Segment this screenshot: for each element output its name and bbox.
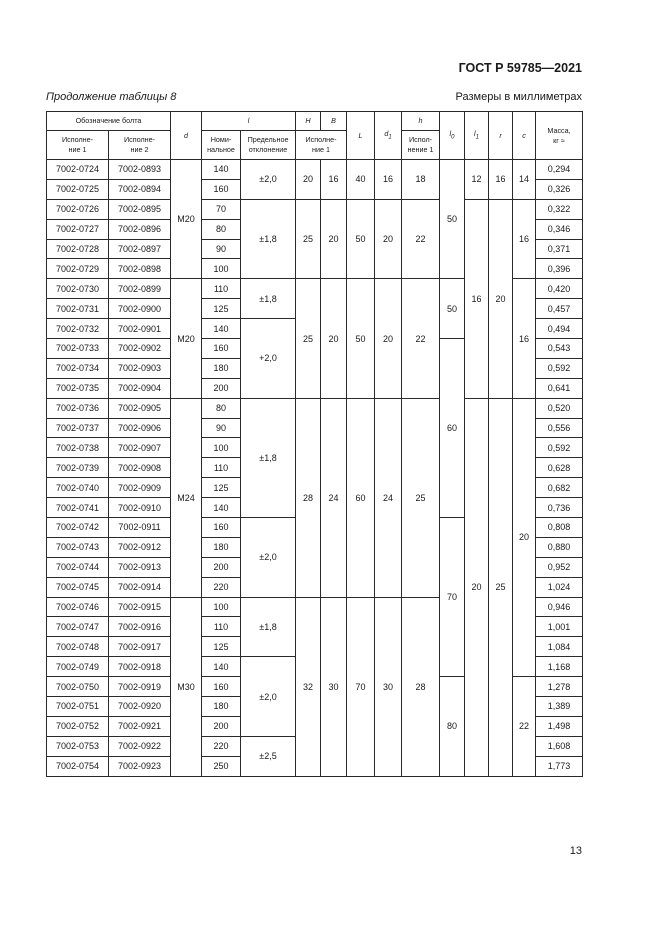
cell-l-deviation: ±1,8 xyxy=(241,199,296,279)
header-l1: $l_1$ xyxy=(465,112,489,160)
cell-d: M20 xyxy=(171,160,202,279)
cell-l-nominal: 110 xyxy=(202,458,241,478)
cell-variant-1: 7002-0727 xyxy=(47,219,109,239)
cell-variant-2: 7002-0914 xyxy=(109,577,171,597)
cell-mass: 0,520 xyxy=(536,398,583,418)
page-number: 13 xyxy=(569,845,582,857)
cell-mass: 1,001 xyxy=(536,617,583,637)
cell-variant-1: 7002-0735 xyxy=(47,378,109,398)
cell-mass: 0,880 xyxy=(536,537,583,557)
cell-l-nominal: 70 xyxy=(202,199,241,219)
cell-variant-2: 7002-0921 xyxy=(109,716,171,736)
cell-H: 32 xyxy=(296,597,321,776)
cell-mass: 1,084 xyxy=(536,637,583,657)
header-l-limit-deviation: Предельное отклонение xyxy=(241,131,296,160)
cell-variant-1: 7002-0729 xyxy=(47,259,109,279)
cell-variant-2: 7002-0912 xyxy=(109,537,171,557)
cell-variant-2: 7002-0909 xyxy=(109,478,171,498)
cell-variant-1: 7002-0730 xyxy=(47,279,109,299)
cell-d1: 30 xyxy=(375,597,402,776)
cell-mass: 0,946 xyxy=(536,597,583,617)
cell-l-nominal: 160 xyxy=(202,518,241,538)
cell-mass: 0,294 xyxy=(536,160,583,180)
cell-L: 50 xyxy=(347,279,375,398)
cell-h: 22 xyxy=(402,199,440,279)
cell-mass: 1,168 xyxy=(536,657,583,677)
cell-variant-2: 7002-0911 xyxy=(109,518,171,538)
cell-variant-2: 7002-0916 xyxy=(109,617,171,637)
cell-mass: 1,498 xyxy=(536,716,583,736)
cell-mass: 0,682 xyxy=(536,478,583,498)
cell-mass: 0,628 xyxy=(536,458,583,478)
cell-h: 22 xyxy=(402,279,440,398)
header-r: r xyxy=(489,112,513,160)
cell-variant-1: 7002-0724 xyxy=(47,160,109,180)
cell-variant-2: 7002-0923 xyxy=(109,756,171,776)
cell-B: 16 xyxy=(321,160,347,200)
cell-d: M24 xyxy=(171,398,202,597)
cell-l-nominal: 180 xyxy=(202,358,241,378)
cell-mass: 1,389 xyxy=(536,697,583,717)
cell-mass: 0,556 xyxy=(536,418,583,438)
cell-mass: 0,326 xyxy=(536,179,583,199)
cell-variant-1: 7002-0753 xyxy=(47,736,109,756)
cell-l0: 50 xyxy=(440,279,465,339)
cell-variant-1: 7002-0752 xyxy=(47,716,109,736)
cell-variant-1: 7002-0733 xyxy=(47,339,109,359)
cell-l-nominal: 125 xyxy=(202,637,241,657)
cell-l-nominal: 180 xyxy=(202,697,241,717)
cell-l-nominal: 125 xyxy=(202,299,241,319)
cell-l-deviation: ±2,0 xyxy=(241,160,296,200)
cell-variant-1: 7002-0741 xyxy=(47,498,109,518)
cell-l-nominal: 160 xyxy=(202,179,241,199)
cell-mass: 0,396 xyxy=(536,259,583,279)
cell-variant-2: 7002-0910 xyxy=(109,498,171,518)
cell-l-nominal: 140 xyxy=(202,657,241,677)
cell-H: 28 xyxy=(296,398,321,597)
cell-d: M30 xyxy=(171,597,202,776)
cell-r: 20 xyxy=(489,199,513,398)
table-body xyxy=(47,160,583,777)
cell-l0: 80 xyxy=(440,677,465,776)
table-row xyxy=(47,398,583,418)
cell-c: 16 xyxy=(513,279,536,398)
cell-l-nominal: 200 xyxy=(202,378,241,398)
cell-l-deviation: +2,0 xyxy=(241,319,296,399)
header-c: c xyxy=(513,112,536,160)
cell-B: 20 xyxy=(321,279,347,398)
cell-variant-1: 7002-0749 xyxy=(47,657,109,677)
cell-mass: 0,808 xyxy=(536,518,583,538)
cell-mass: 0,494 xyxy=(536,319,583,339)
cell-l1: 20 xyxy=(465,398,489,776)
cell-l0: 50 xyxy=(440,160,465,279)
header-L: L xyxy=(347,112,375,160)
cell-variant-1: 7002-0747 xyxy=(47,617,109,637)
cell-variant-2: 7002-0906 xyxy=(109,418,171,438)
cell-variant-2: 7002-0897 xyxy=(109,239,171,259)
header-d1: $d_1$ xyxy=(375,112,402,160)
cell-mass: 0,641 xyxy=(536,378,583,398)
cell-variant-2: 7002-0896 xyxy=(109,219,171,239)
header-l0: $l_0$ xyxy=(440,112,465,160)
cell-l1: 16 xyxy=(465,199,489,398)
cell-variant-2: 7002-0919 xyxy=(109,677,171,697)
cell-mass: 0,457 xyxy=(536,299,583,319)
cell-variant-1: 7002-0737 xyxy=(47,418,109,438)
cell-h: 28 xyxy=(402,597,440,776)
cell-h: 18 xyxy=(402,160,440,200)
cell-variant-1: 7002-0739 xyxy=(47,458,109,478)
cell-l-deviation: ±1,8 xyxy=(241,398,296,517)
cell-variant-2: 7002-0918 xyxy=(109,657,171,677)
cell-variant-2: 7002-0895 xyxy=(109,199,171,219)
header-B: B xyxy=(321,112,347,131)
bolt-dimensions-table xyxy=(46,111,583,777)
cell-l-nominal: 140 xyxy=(202,498,241,518)
cell-H: 25 xyxy=(296,279,321,398)
cell-d1: 16 xyxy=(375,160,402,200)
cell-B: 30 xyxy=(321,597,347,776)
cell-d: M20 xyxy=(171,279,202,398)
cell-variant-1: 7002-0743 xyxy=(47,537,109,557)
cell-l-nominal: 80 xyxy=(202,219,241,239)
cell-H: 20 xyxy=(296,160,321,200)
cell-variant-1: 7002-0725 xyxy=(47,179,109,199)
table-row xyxy=(47,199,583,219)
cell-variant-2: 7002-0917 xyxy=(109,637,171,657)
cell-variant-2: 7002-0915 xyxy=(109,597,171,617)
cell-l-nominal: 140 xyxy=(202,319,241,339)
cell-L: 40 xyxy=(347,160,375,200)
cell-variant-1: 7002-0745 xyxy=(47,577,109,597)
cell-l-nominal: 125 xyxy=(202,478,241,498)
cell-d1: 20 xyxy=(375,199,402,279)
cell-c: 16 xyxy=(513,199,536,279)
cell-l-nominal: 100 xyxy=(202,259,241,279)
cell-l-nominal: 220 xyxy=(202,577,241,597)
cell-mass: 0,346 xyxy=(536,219,583,239)
cell-l-nominal: 100 xyxy=(202,438,241,458)
cell-variant-1: 7002-0734 xyxy=(47,358,109,378)
header-bolt-designation: Обозначение болта xyxy=(47,112,171,131)
cell-l-nominal: 90 xyxy=(202,239,241,259)
cell-mass: 1,608 xyxy=(536,736,583,756)
cell-variant-2: 7002-0900 xyxy=(109,299,171,319)
cell-l-nominal: 160 xyxy=(202,677,241,697)
cell-l-nominal: 220 xyxy=(202,736,241,756)
cell-l-nominal: 90 xyxy=(202,418,241,438)
cell-variant-2: 7002-0902 xyxy=(109,339,171,359)
cell-l-deviation: ±2,0 xyxy=(241,657,296,737)
cell-l-nominal: 200 xyxy=(202,557,241,577)
cell-l1: 12 xyxy=(465,160,489,200)
cell-l-nominal: 110 xyxy=(202,617,241,637)
cell-d1: 24 xyxy=(375,398,402,597)
cell-variant-1: 7002-0754 xyxy=(47,756,109,776)
cell-d1: 20 xyxy=(375,279,402,398)
cell-mass: 0,420 xyxy=(536,279,583,299)
cell-variant-1: 7002-0726 xyxy=(47,199,109,219)
header-h-variant: Испол- нение 1 xyxy=(402,131,440,160)
cell-variant-2: 7002-0903 xyxy=(109,358,171,378)
cell-l-deviation: ±2,5 xyxy=(241,736,296,776)
units-note: Размеры в миллиметрах xyxy=(455,91,582,103)
cell-l-nominal: 180 xyxy=(202,537,241,557)
cell-mass: 0,592 xyxy=(536,358,583,378)
cell-c: 14 xyxy=(513,160,536,200)
cell-L: 70 xyxy=(347,597,375,776)
cell-variant-2: 7002-0920 xyxy=(109,697,171,717)
cell-l0: 70 xyxy=(440,518,465,677)
cell-r: 16 xyxy=(489,160,513,200)
cell-H: 25 xyxy=(296,199,321,279)
cell-variant-1: 7002-0728 xyxy=(47,239,109,259)
cell-variant-1: 7002-0744 xyxy=(47,557,109,577)
cell-variant-1: 7002-0732 xyxy=(47,319,109,339)
cell-variant-1: 7002-0736 xyxy=(47,398,109,418)
cell-mass: 0,322 xyxy=(536,199,583,219)
cell-c: 20 xyxy=(513,398,536,676)
cell-L: 50 xyxy=(347,199,375,279)
cell-mass: 0,952 xyxy=(536,557,583,577)
cell-variant-2: 7002-0908 xyxy=(109,458,171,478)
header-H: H xyxy=(296,112,321,131)
header-d: d xyxy=(171,112,202,160)
cell-variant-2: 7002-0904 xyxy=(109,378,171,398)
cell-variant-1: 7002-0731 xyxy=(47,299,109,319)
cell-L: 60 xyxy=(347,398,375,597)
header-h: h xyxy=(402,112,440,131)
cell-mass: 0,736 xyxy=(536,498,583,518)
cell-variant-1: 7002-0742 xyxy=(47,518,109,538)
cell-variant-2: 7002-0913 xyxy=(109,557,171,577)
cell-B: 20 xyxy=(321,199,347,279)
cell-variant-2: 7002-0898 xyxy=(109,259,171,279)
cell-variant-1: 7002-0750 xyxy=(47,677,109,697)
cell-variant-2: 7002-0907 xyxy=(109,438,171,458)
cell-mass: 1,278 xyxy=(536,677,583,697)
cell-variant-2: 7002-0905 xyxy=(109,398,171,418)
cell-variant-2: 7002-0922 xyxy=(109,736,171,756)
cell-l-deviation: ±2,0 xyxy=(241,518,296,598)
cell-c: 22 xyxy=(513,677,536,776)
standard-number: ГОСТ Р 59785—2021 xyxy=(458,61,582,75)
header-mass: Масса, кг ≈ xyxy=(536,112,583,160)
cell-l-nominal: 110 xyxy=(202,279,241,299)
cell-l0: 60 xyxy=(440,339,465,518)
cell-l-nominal: 100 xyxy=(202,597,241,617)
cell-variant-2: 7002-0893 xyxy=(109,160,171,180)
header-HB-variant: Исполне- ние 1 xyxy=(296,131,347,160)
header-variant-1: Исполне- ние 1 xyxy=(47,131,109,160)
table-row xyxy=(47,160,583,180)
cell-variant-1: 7002-0740 xyxy=(47,478,109,498)
cell-l-nominal: 80 xyxy=(202,398,241,418)
cell-l-nominal: 250 xyxy=(202,756,241,776)
cell-l-deviation: ±1,8 xyxy=(241,597,296,657)
cell-variant-2: 7002-0901 xyxy=(109,319,171,339)
cell-mass: 1,024 xyxy=(536,577,583,597)
cell-variant-1: 7002-0746 xyxy=(47,597,109,617)
cell-l-deviation: ±1,8 xyxy=(241,279,296,319)
cell-variant-2: 7002-0899 xyxy=(109,279,171,299)
header-l: l xyxy=(202,112,296,131)
cell-mass: 1,773 xyxy=(536,756,583,776)
cell-mass: 0,543 xyxy=(536,339,583,359)
cell-l-nominal: 200 xyxy=(202,716,241,736)
header-l-nominal: Номи- нальное xyxy=(202,131,241,160)
cell-variant-1: 7002-0738 xyxy=(47,438,109,458)
cell-l-nominal: 140 xyxy=(202,160,241,180)
cell-h: 25 xyxy=(402,398,440,597)
header-variant-2: Исполне- ние 2 xyxy=(109,131,171,160)
table-continuation-caption: Продолжение таблицы 8 xyxy=(46,91,177,103)
cell-mass: 0,592 xyxy=(536,438,583,458)
cell-variant-1: 7002-0748 xyxy=(47,637,109,657)
cell-variant-2: 7002-0894 xyxy=(109,179,171,199)
cell-r: 25 xyxy=(489,398,513,776)
cell-B: 24 xyxy=(321,398,347,597)
cell-variant-1: 7002-0751 xyxy=(47,697,109,717)
cell-l-nominal: 160 xyxy=(202,339,241,359)
cell-mass: 0,371 xyxy=(536,239,583,259)
